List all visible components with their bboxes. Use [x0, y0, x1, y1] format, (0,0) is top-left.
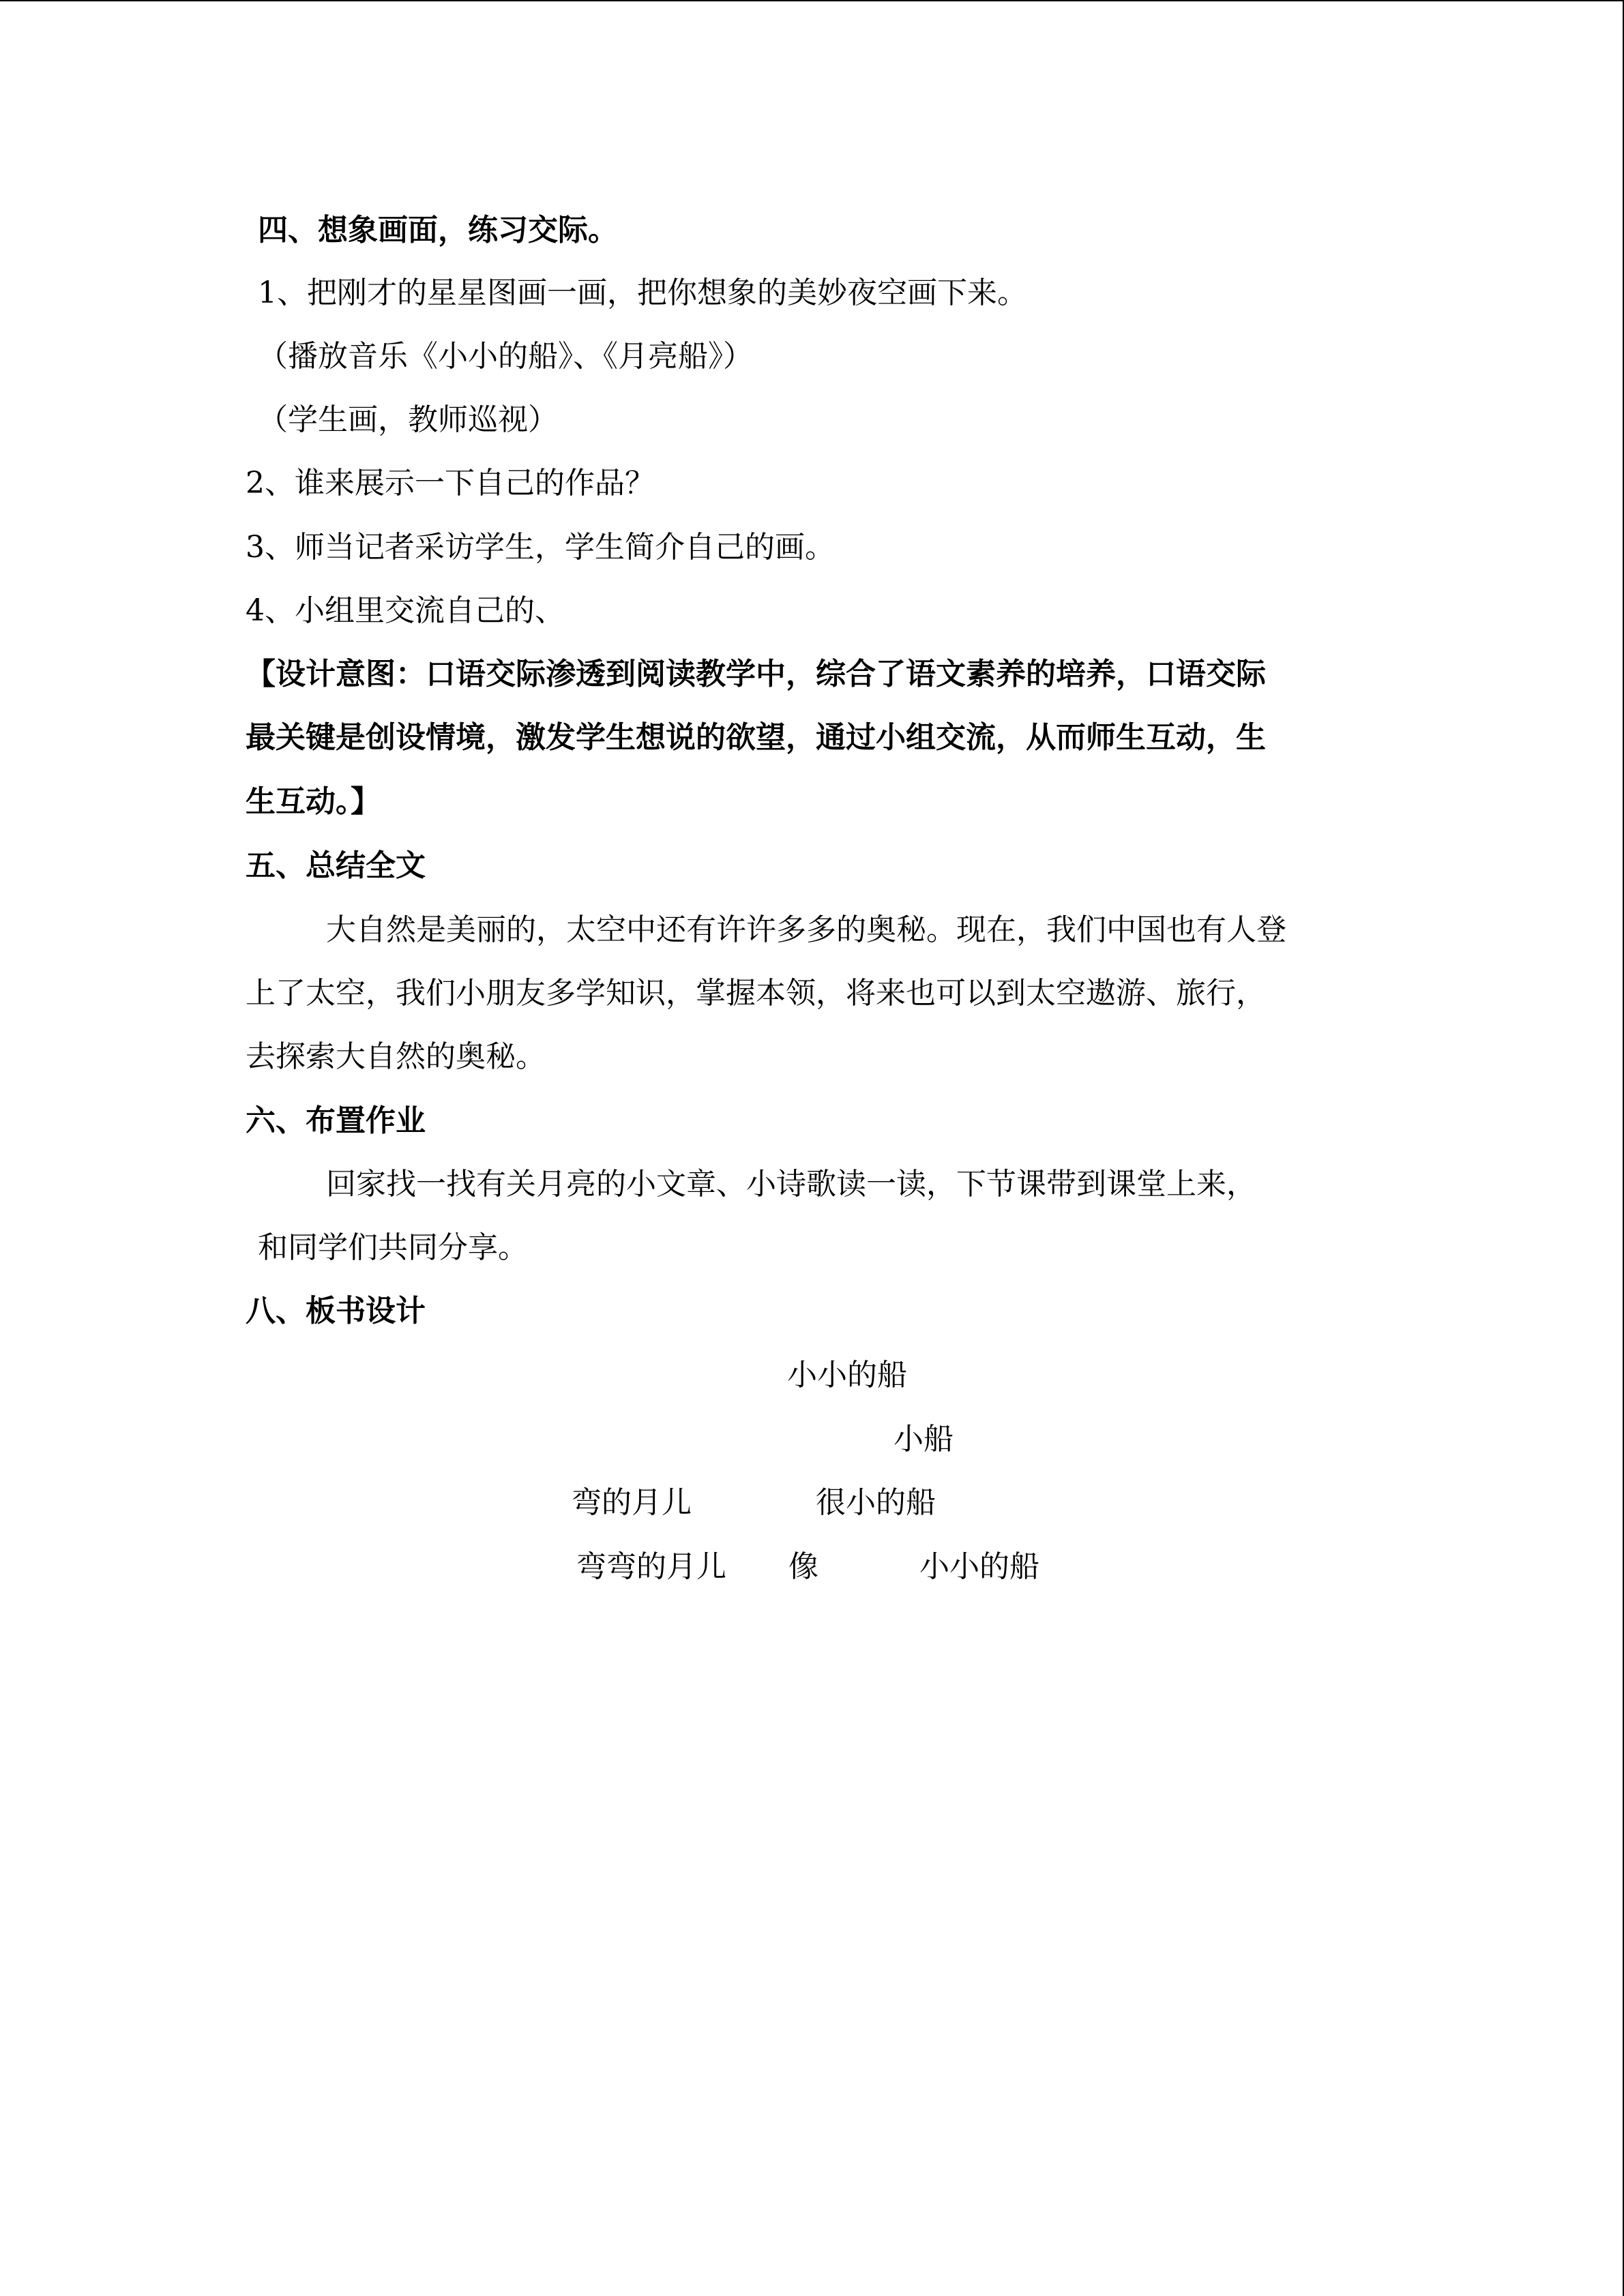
- design-intent-line-1: 【设计意图：口语交际渗透到阅读教学中，综合了语文素养的培养，口语交际: [246, 657, 1266, 691]
- section-6-paragraph-line-1: 回家找一找有关月亮的小文章、小诗歌读一读，下节课带到课堂上来，: [326, 1167, 1256, 1202]
- board-title: 小小的船: [787, 1358, 907, 1392]
- design-intent-line-3: 生互动。】: [246, 784, 381, 819]
- section-4-note-2: （学生画，教师巡视）: [258, 402, 558, 437]
- section-4-item-2: 2、谁来展示一下自己的作品？: [246, 466, 655, 501]
- section-8-heading: 八、板书设计: [246, 1294, 426, 1328]
- page-border-top: [0, 0, 1624, 1]
- section-4-item-1: 1、把刚才的星星图画一画，把你想象的美妙夜空画下来。: [258, 275, 1027, 310]
- section-4-heading: 四、想象画面，练习交际。: [258, 213, 618, 248]
- design-intent-line-2: 最关键是创设情境，激发学生想说的欲望，通过小组交流，从而师生互动，生: [246, 720, 1266, 755]
- board-row-3-right: 小小的船: [919, 1549, 1039, 1584]
- board-row-2-right: 很小的船: [816, 1485, 936, 1520]
- board-row-2-left: 弯的月儿: [572, 1485, 692, 1520]
- section-5-heading: 五、总结全文: [246, 848, 426, 883]
- board-row-3-mid: 像: [788, 1549, 818, 1584]
- section-6-paragraph-line-2: 和同学们共同分享。: [258, 1230, 528, 1265]
- section-5-paragraph-line-2: 上了太空，我们小朋友多学知识，掌握本领，将来也可以到太空遨游、旅行，: [246, 976, 1266, 1011]
- section-4-item-3: 3、师当记者采访学生，学生简介自己的画。: [246, 530, 835, 565]
- section-5-paragraph-line-1: 大自然是美丽的，太空中还有许许多多的奥秘。现在，我们中国也有人登: [326, 912, 1286, 947]
- section-5-paragraph-line-3: 去探索大自然的奥秘。: [246, 1039, 546, 1074]
- board-row-3-left: 弯弯的月儿: [576, 1549, 726, 1584]
- section-4-note-1: （播放音乐《小小的船》、《月亮船》）: [258, 339, 753, 374]
- board-row-1-right: 小船: [894, 1422, 954, 1457]
- section-6-heading: 六、布置作业: [246, 1103, 426, 1138]
- section-4-item-4: 4、小组里交流自己的、: [246, 593, 565, 628]
